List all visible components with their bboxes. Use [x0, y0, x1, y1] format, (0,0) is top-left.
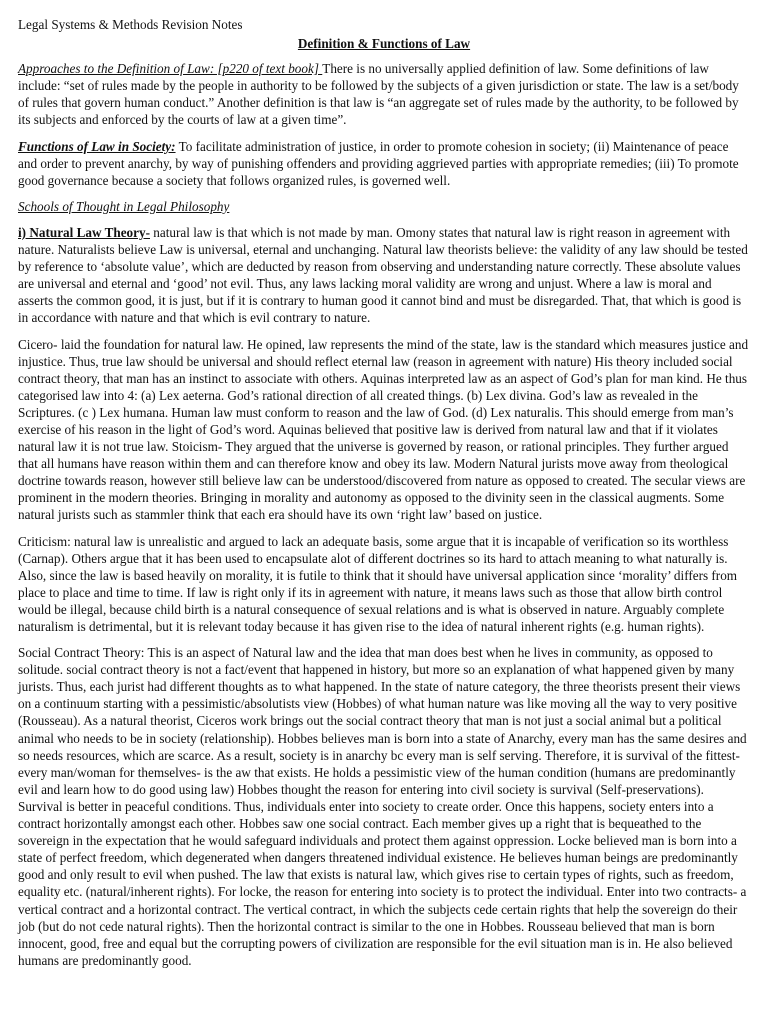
approaches-body: There is no universally applied definition of law. Some definitions of law include: “set of rules made by the people in authority to be followed by the subjects of a given jurisdiction or state. The law is a set/body of rules that govern human conduct.” Another definition is that law is “an aggregate set of rules made by the authority, to be followed by its subjects and enforced by the courts of law at a given time”.: [18, 61, 739, 128]
criticism-paragraph: Criticism: natural law is unrealistic and argued to lack an adequate basis, some argue that it is incapable of verification so its worthless (Carnap). Others argue that it has been used to encapsulate alot of different doctrines so its hard to attach meaning to what naturally is. Also, since the law is based heavily on morality, it is futile to think that it should have universal application since ‘morality’ differs from place to place and time to time. If law is right only if its in agreement with nature, it means laws such as those that allow birth control would be illegal, because child birth is a natural consequence of sexual relations and is what is observed in nature. Arguably complete naturalism is detrimental, but it is relevant today because it has given rise to the idea of natural inherent rights (e.g. human rights).: [18, 533, 738, 634]
functions-heading: Functions of Law in Society:: [18, 138, 176, 154]
natural-law-heading: i) Natural Law Theory-: [18, 224, 150, 240]
running-header: Legal Systems & Methods Revision Notes: [18, 17, 243, 32]
approaches-heading: Approaches to the Definition of Law: [p220 of text book]: [18, 61, 323, 77]
functions-paragraph: [18, 138, 750, 189]
approaches-paragraph: [18, 60, 750, 128]
natural-law-paragraph: [18, 224, 750, 327]
natural-law-body: natural law is that which is not made by man. Omony states that natural law is right reason in agreement with nature. Naturalists believe Law is universal, eternal and unchanging. Natural law theorists believe: the validity of any law should be tested by reference to ‘absolute value’, which are deducted by reason from observing and understanding nature correctly. These absolute values are universal and eternal and ‘good’ not evil. Thus, any laws lacking moral validity are wrong and unjust. Where a law is moral and asserts the common good, it is just, but if it is contrary to human good it cannot bind and must be disregarded. That, that which is good is in accordance with nature and that which is evil contrary to nature.: [18, 224, 748, 326]
document-page: [18, 16, 750, 978]
schools-heading: [18, 198, 750, 215]
schools-heading-text: Schools of Thought in Legal Philosophy: [18, 198, 230, 214]
social-contract-paragraph: Social Contract Theory: This is an aspect of Natural law and the idea that man does best when he lives in community, as opposed to solitude. social contract theory is not a fact/event that happened in history, but more so an explanation of what happened given by many jurists. Thus, each jurist had different thoughts as to what happened. In the state of nature category, the three theorists present their views on a continuum starting with a pessimistic/absolutists view (Hobbes) of what human nature was like moving all the way to very positive (Rousseau). As a natural theorist, Ciceros work brings out the social contract theory that man is not just a social animal but a political animal who needs to be in society (relationship). Hobbes believes man is born into a state of Anarchy, every man has the same desires and so needs resources, which are scarce. As a result, society is in anarchy bc every man is self serving. Therefore, it is survival of the fittest- every man/woman for themselves- is the aw that exists. He holds a pessimistic view of the human condition (humans are predominantly evil and learn how to do good using law) Hobbes thought the reason for entering into civil society is survival (Self-preservations). Survival is better in peaceful conditions. Thus, individuals enter into society to create order. Once this happens, society enters into a contract horizontally amongst each other. Hobbes saw one social contract. Each member gives up a right that is bequeathed to the sovereign in the expectation that he would safeguard individuals and protect them against oppression. Locke believed man is born into a state of perfect freedom, which degenerated when dangers threatened individual existence. He believes human beings are predominantly good and only result to evil when pushed. The law that exists is natural law, which gives rise to certain types of rights, such as freedom, equality etc. (natural/inherent rights). For locke, the reason for entering into society is to protect the individual. Enter into two contracts- a vertical contract and a horizontal contract. The vertical contract, in which the subjects cede certain rights that help the sovereign do their job (but do not cede natural rights). Then the horizontal contract is similar to the one in Hobbes. Rousseau believed that man is born innocent, good, free and equal but the corrupting powers of civilization are responsible for the evil situation man is in. He also believed humans are predominantly good.: [18, 645, 747, 968]
functions-body: To facilitate administration of justice, in order to promote cohesion in society; (ii) Maintenance of peace and order to prevent anarchy, by way of punishing offenders and providing aggrieved parties with appropriate remedies; (iii) To promote good governance because a society that follows organized rules, is governed well.: [18, 138, 739, 188]
cicero-paragraph: Cicero- laid the foundation for natural law. He opined, law represents the mind of the state, law is the standard which measures justice and injustice. Thus, true law should be universal and should reflect eternal law (reason in agreement with nature) His theory included social contract theory, that man has an instinct to associate with others. Aquinas interpreted law as an aspect of God’s plan for man kind. He thus categorised law into 4: (a) Lex aeterna. God’s rational direction of all created things. (b) Lex divina. God’s law as revealed in the Scriptures. (c ) Lex humana. Human law must conform to reason and the law of God. (d) Lex naturalis. This should emerge from man’s exercise of his reason in the light of God’s word. Aquinas believed that positive law is derived from natural law and that if it violates natural law it is not true law. Stoicism- They argued that the universe is governed by reason, or rational principles. They further argued that all humans have reason within them and can therefore know and obey its law. Modern Natural jurists move away from theological doctrine towards reason, however still believe law can be understood/discovered from nature as opposed to created. The secular views are prominent in the modern theories. Bringing in morality and autonomy as opposed to the divinity seen in the classical augments. Some natural jurists such as stammler think that each era should have its own ‘right law’ based on justice.: [18, 336, 749, 523]
document-title: Definition & Functions of Law: [297, 36, 471, 52]
